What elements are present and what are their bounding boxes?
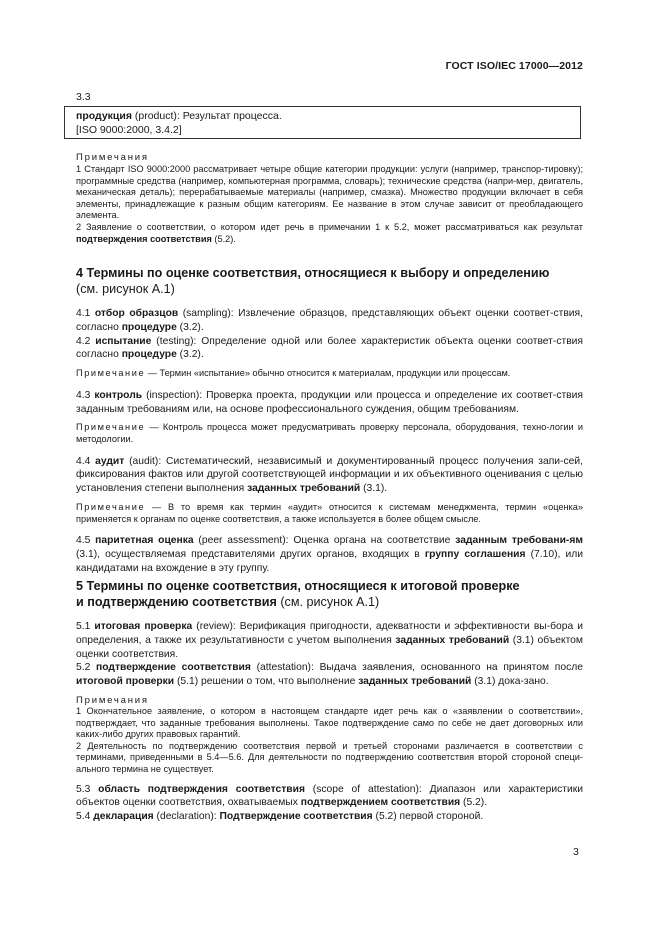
section-heading: 4 Термины по оценке соответствия, относящиеся к выбору и определению (см. рисунок А.1) (76, 266, 550, 296)
note-text: Примечание — В то время как термин «аудит» относится к системам менеджмента, термин «оценка» применяется к органам по оценке соответствия, а также используется в более общем смысле. (76, 501, 583, 524)
term-number: 3.3 (76, 91, 91, 103)
document-id: ГОСТ ISO/IEC 17000—2012 (445, 60, 583, 72)
term-paragraph: 4.5 паритетная оценка (peer assessment): Оценка органа на соответствие заданным требовани-ям (3.1), осуществляемая представителями других органов, входящих в группу соглашения (7.10), или кандидатами на вхождение в эту группу. (76, 535, 583, 574)
notes-block-1 (76, 152, 583, 245)
note-text: 1 Стандарт ISO 9000:2000 рассматривает четыре общие категории продукции: услуги (например, транспор-тировку); программные средства (например, компьютерная программа, словарь); технические средства (напри-мер, двигатель, механическая деталь); перерабатываемые материалы (например, смазка). Множество продукции включает в себя элементы, принадлежащие к разным общим категориям. Ее название в этом случае зависит от преобладающего элемента. (76, 164, 583, 221)
section-heading: 5 Термины по оценке соответствия, относящиеся к итоговой проверке и подтверждению соответствия (см. рисунок А.1) (76, 579, 520, 609)
term-paragraph: 4.3 контроль (inspection): Проверка проекта, продукции или процесса и определение их соответ-ствия заданным требованиям или, на основе профессионального суждения, общим требованиям. (76, 389, 583, 415)
notes-title: Примечания (76, 694, 149, 706)
term-box (64, 106, 581, 139)
section-5 (76, 578, 583, 824)
term-paragraph: 4.2 испытание (testing): Определение одной или более характеристик объекта оценки соответ-ствия согласно процедуре (3.2). (76, 335, 583, 361)
term-paragraph: 5.3 область подтверждения соответствия (scope of attestation): Диапазон или характеристики объектов оценки соответствия, охватываемых подтверждением соответствия (5.2). (76, 783, 583, 809)
note-text: Примечание — Термин «испытание» обычно относится к материалам, продукции или процессам. (76, 368, 511, 379)
note-text: 2 Деятельность по подтверждению соответствия первой и третьей сторонами различается в соответствии с терминами, приведенными в 5.4—5.6. Для деятельности по подтверждению соответствия второй стороной специ-ального термина не существует. (76, 740, 583, 774)
notes-title: Примечания (76, 152, 149, 163)
note-text: Примечание — Контроль процесса может предусматривать проверку персонала, оборудования, техно-логии и методологии. (76, 422, 583, 444)
term-paragraph: 5.2 подтверждение соответствия (attestation): Выдача заявления, основанного на принятом после итоговой проверки (5.1) решении о том, что выполнение заданных требований (3.1) дока-зано. (76, 662, 583, 688)
page-number: 3 (573, 846, 579, 858)
note-text: 2 Заявление о соответствии, о котором идет речь в примечании 1 к 5.2, может рассматриваться как результат подтверждения соответствия (5.2). (76, 221, 583, 244)
section-4 (76, 265, 583, 576)
note-text: 1 Окончательное заявление, о котором в настоящем стандарте идет речь как о «заявлении о соответствии», подтверждает, что заданные требования выполнены. Такое подтверждение само по себе не дает договорных или каких-либо других правовых гарантий. (76, 705, 583, 740)
term-paragraph: 5.1 итоговая проверка (review): Верификация пригодности, адекватности и эффективности вы-бора и определения, а также их результативности с учетом выполнения заданных требований (3.1) объектом оценки соответствия. (76, 621, 583, 660)
term-paragraph: 4.1 отбор образцов (sampling): Извлечение образцов, представляющих объект оценки соответ-ствия, согласно процедуре (3.2). (76, 308, 583, 333)
term-paragraph: 5.4 декларация (declaration): Подтверждение соответствия (5.2) первой стороной. (76, 811, 484, 823)
term-definition: продукция (product): Результат процесса. (76, 110, 282, 122)
term-paragraph: 4.4 аудит (audit): Систематический, независимый и документированный процесс получения запи-сей, фиксирования фактов или другой соответствующей информации и их объективного оценивания с целью установления степени выполнения заданных требований (3.1). (76, 455, 583, 495)
term-reference: [ISO 9000:2000, 3.4.2] (76, 124, 182, 136)
term-name: продукция (76, 110, 132, 122)
